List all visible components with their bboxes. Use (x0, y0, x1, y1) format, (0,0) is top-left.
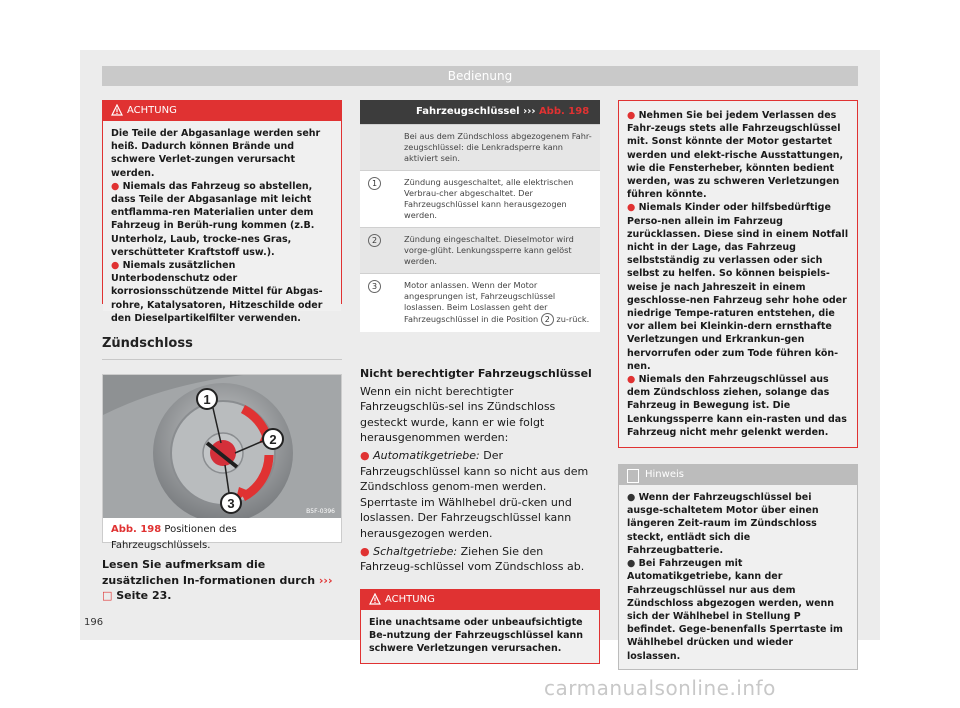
note-title: Hinweis (645, 469, 684, 481)
column-middle (360, 100, 600, 664)
subheading: Nicht berechtigter Fahrzeugschlüssel (360, 367, 592, 380)
figure-box (102, 374, 342, 551)
bullet: ● (111, 260, 120, 272)
svg-text:1: 1 (203, 392, 211, 407)
info-book-icon (627, 469, 639, 483)
book-link-icon[interactable]: □ (102, 589, 113, 603)
marker-3 (221, 493, 241, 513)
marker-2 (263, 429, 283, 449)
bullet: ● (111, 180, 120, 192)
link-arrows[interactable]: ››› (318, 573, 333, 587)
warning-item: ● Niemals den Fahrzeugschlüssel aus dem Zündschloss ziehen, solange das Fahrzeug in Bewegung ist. Die Lenkungssperre kann ein-rasten und das Fahrzeug nicht mehr gelenkt werden. (627, 374, 847, 438)
warning-item: ● Niemals Kinder oder hilfsbedürftige Perso-nen allein im Fahrzeug zurücklassen. Diese sind in einem Notfall nicht in der Lage, das Fahrzeug selbstständig zu verlassen oder sich selbst zu helfen. So können beispiels-weise je nach Jahreszeit in einem geschlosse-nen Fahrzeug sehr hohe oder niedrige Tempe-raturen entstehen, die vor allem bei Kleinkin-dern ernsthafte Verletzungen und Erkrankun-gen hervorrufen oder zum Tode führen kön-nen. (627, 202, 849, 372)
warning-box-continued (618, 100, 858, 448)
section-title: Zündschloss (102, 336, 193, 351)
read-note: Lesen Sie aufmerksam die zusätzlichen In-formationen durch ››› □ Seite 23. (102, 558, 333, 603)
table-header: Fahrzeugschlüssel ››› Abb. 198 (360, 100, 600, 124)
position-ref: 2 (541, 313, 554, 326)
warning-body: Eine unachtsame oder unbeaufsichtigte Be-nutzung der Fahrzeugschlüssel kann schwere Verletzungen verursachen. (361, 610, 599, 664)
warning-intro: Die Teile der Abgasanlage werden sehr heiß. Dadurch können Brände und schwere Verlet-zungen verursacht werden. (111, 128, 321, 179)
page-number: 196 (84, 617, 104, 628)
warning-body (103, 121, 341, 324)
paragraph: Wenn ein nicht berechtigter Fahrzeugschlüs-sel ins Zündschloss gesteckt wurde, kann er wie folgt herausgenommen werden: (360, 384, 556, 445)
position-number: 2 (368, 234, 381, 247)
note-box (618, 464, 858, 670)
list-item: ● Schaltgetriebe: Ziehen Sie den Fahrzeug-schlüssel vom Zündschloss ab. (360, 544, 585, 574)
note-header (619, 465, 857, 485)
note-item: ● Bei Fahrzeugen mit Automatikgetriebe, kann der Fahrzeugschlüssel nur aus dem Zündschloss abgezogen werden, wenn sich der Wählhebel in Stellung P befindet. Gege-benenfalls Sperrtaste im Wählhebel drücken und wieder loslassen. (627, 558, 843, 662)
column-left (102, 100, 342, 604)
ignition-lock-illustration (103, 375, 341, 518)
warning-body (619, 101, 857, 447)
position-number: 3 (368, 280, 381, 293)
table-row: 1 Zündung ausgeschaltet, alle elektrischen Verbrau-cher abgeschaltet. Der Fahrzeugschlüssel kann herausgezogen werden. (360, 170, 600, 227)
warning-triangle-icon (369, 593, 381, 605)
warning-box-exhaust (102, 100, 342, 324)
note-body (619, 485, 857, 669)
warning-item: ● Nehmen Sie bei jedem Verlassen des Fahr-zeugs stets alle Fahrzeugschlüssel mit. Sonst könnte der Motor gestartet werden und elekt-rische Ausstattungen, wie die Fensterheber, könnten bedient werden, was zu schweren Verletzungen führen könnte. (627, 110, 844, 201)
figure-label: Abb. 198 (111, 524, 162, 535)
table-row: Bei aus dem Zündschloss abgezogenem Fahr-zeugschlüssel: die Lenkradsperre kann aktiviert sein. (360, 124, 600, 170)
figure-caption-text: Positionen des Fahrzeugschlüssels. (111, 524, 237, 551)
table-row: 2 Zündung eingeschaltet. Dieselmotor wird vorge-glüht. Lenkungssperre kann gelöst werden. (360, 227, 600, 273)
list-item: ● Automatikgetriebe: Der Fahrzeugschlüssel kann so nicht aus dem Zündschloss genom-men werden. Sperrtaste im Wählhebel drü-cken und loslassen. Der Fahrzeugschlüssel kann herausgezogen werden. (360, 448, 589, 540)
page-header: Bedienung (102, 66, 858, 86)
page-link[interactable]: Seite 23. (116, 589, 172, 603)
table-row: 3 Motor anlassen. Wenn der Motor angesprungen ist, Fahrzeugschlüssel loslassen. Beim Loslassen geht der Fahrzeugschlüssel in die Position 2 zu-rück. (360, 273, 600, 332)
warning-triangle-icon (111, 104, 123, 116)
figure-caption (103, 518, 341, 551)
warning-item: ● Niemals das Fahrzeug so abstellen, dass Teile der Abgasanlage mit leicht entflamma-ren Materialien unter dem Fahrzeug in Berüh-rung kommen (z.B. Unterholz, Laub, trocke-nes Gras, verschütteter Kraftstoff usw.). (111, 180, 315, 258)
watermark: carmanualsonline.info (544, 676, 776, 700)
marker-1 (197, 389, 217, 409)
ignition-figure (103, 375, 341, 518)
warning-title: ACHTUNG (385, 593, 435, 605)
position-number: 1 (368, 177, 381, 190)
table-figure-ref[interactable]: Abb. 198 (538, 106, 590, 117)
warning-header (361, 590, 599, 610)
warning-box-keys (360, 589, 600, 665)
note-item: ● Wenn der Fahrzeugschlüssel bei ausge-schaltetem Motor über einen längeren Zeit-raum im Zündschloss steckt, entlädt sich die Fahrzeugbatterie. (627, 492, 819, 556)
svg-text:2: 2 (269, 432, 277, 447)
warning-header (103, 101, 341, 121)
svg-text:3: 3 (227, 496, 235, 511)
figure-code: B5F-0396 (306, 508, 335, 515)
warning-item: ● Niemals zusätzlichen Unterbodenschutz oder korrosionsschützende Mittel für Abgas-rohre, Katalysatoren, Hitzeschilde oder den Dieselpartikelfilter verwenden. (111, 260, 323, 324)
key-position-table (360, 100, 600, 332)
column-right (618, 100, 858, 670)
warning-title: ACHTUNG (127, 105, 177, 116)
